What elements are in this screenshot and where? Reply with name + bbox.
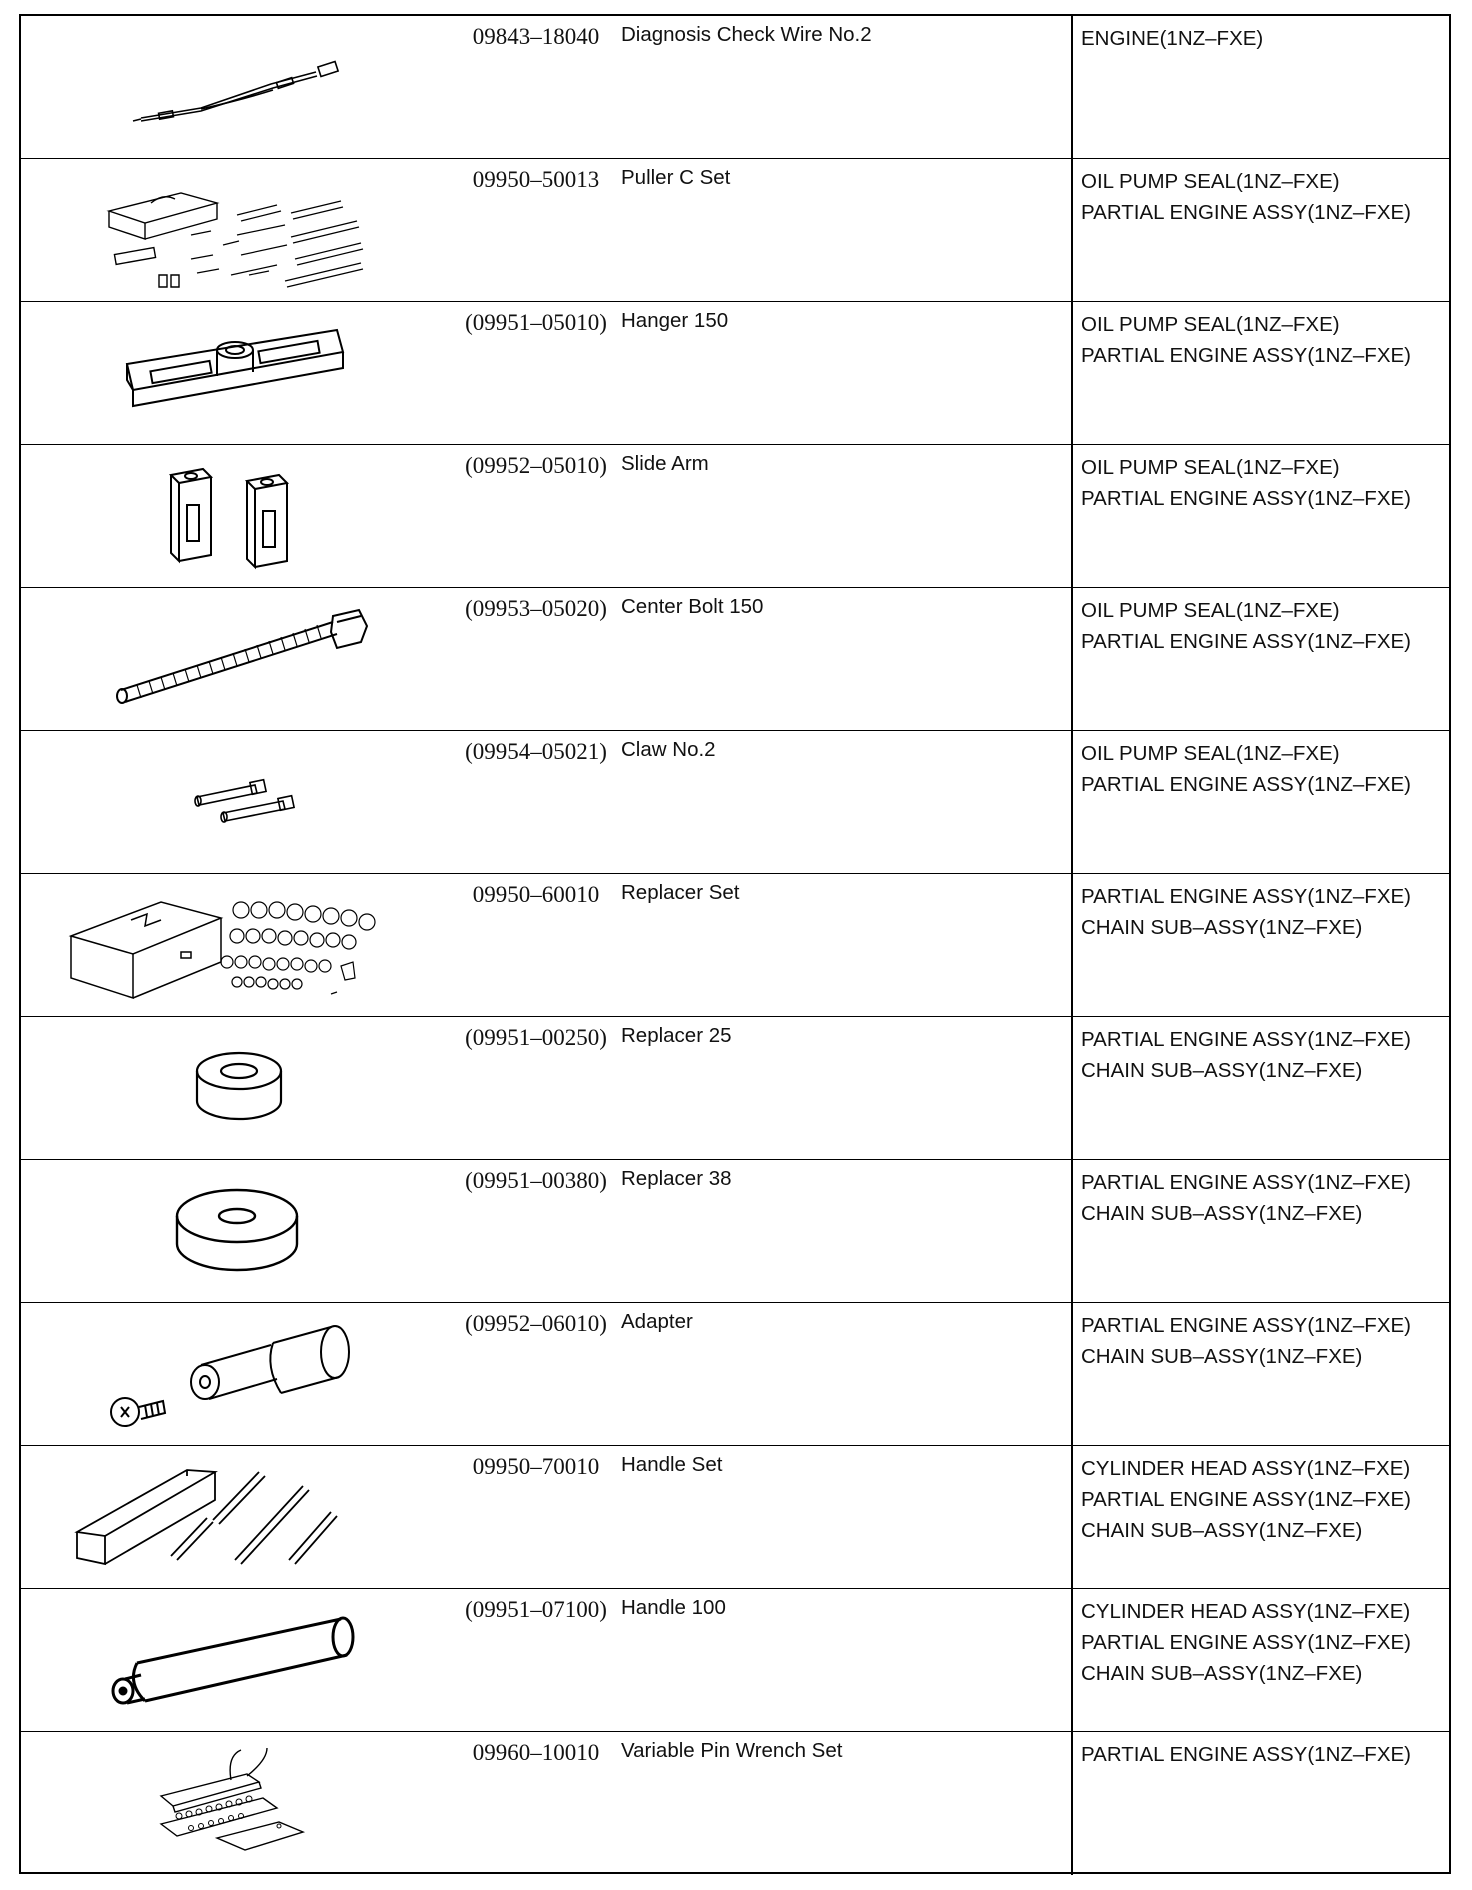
- applications: [1081, 595, 1449, 657]
- center-bolt-icon: [41, 592, 441, 726]
- application-item: OIL PUMP SEAL(1NZ–FXE): [1081, 742, 1340, 765]
- table-row: [21, 1732, 1449, 1875]
- table-row: [21, 588, 1449, 731]
- application-item: CHAIN SUB–ASSY(1NZ–FXE): [1081, 1345, 1363, 1368]
- column-divider: [1071, 1017, 1073, 1159]
- tool-name: Replacer 25: [621, 1024, 732, 1047]
- column-divider: [1071, 731, 1073, 873]
- replacer-ring-small-icon: [41, 1021, 441, 1155]
- application-item: PARTIAL ENGINE ASSY(1NZ–FXE): [1081, 1171, 1411, 1194]
- applications: [1081, 166, 1449, 228]
- applications: [1081, 1167, 1449, 1229]
- application-item: OIL PUMP SEAL(1NZ–FXE): [1081, 313, 1340, 336]
- application-item: PARTIAL ENGINE ASSY(1NZ–FXE): [1081, 487, 1411, 510]
- table-row: [21, 1589, 1449, 1732]
- part-number: (09951–05010): [465, 310, 607, 335]
- part-number: (09954–05021): [465, 739, 607, 764]
- part-number: 09950–70010: [472, 1454, 600, 1479]
- table-row: [21, 445, 1449, 588]
- part-number: 09843–18040: [472, 24, 600, 49]
- column-divider: [1071, 445, 1073, 587]
- applications: [1081, 1596, 1449, 1689]
- tool-name: Slide Arm: [621, 452, 709, 475]
- part-number: (09952–06010): [465, 1311, 607, 1336]
- special-tools-table: [19, 14, 1451, 1874]
- column-divider: [1071, 302, 1073, 444]
- part-number: 09960–10010: [472, 1740, 600, 1765]
- application-item: PARTIAL ENGINE ASSY(1NZ–FXE): [1081, 630, 1411, 653]
- application-item: PARTIAL ENGINE ASSY(1NZ–FXE): [1081, 344, 1411, 367]
- column-divider: [1071, 1446, 1073, 1588]
- application-item: PARTIAL ENGINE ASSY(1NZ–FXE): [1081, 201, 1411, 224]
- applications: [1081, 1310, 1449, 1372]
- application-item: PARTIAL ENGINE ASSY(1NZ–FXE): [1081, 1314, 1411, 1337]
- table-row: [21, 1446, 1449, 1589]
- column-divider: [1071, 16, 1073, 158]
- application-item: PARTIAL ENGINE ASSY(1NZ–FXE): [1081, 1488, 1411, 1511]
- tool-name: Handle 100: [621, 1596, 726, 1619]
- part-number: 09950–50013: [472, 167, 600, 192]
- application-item: PARTIAL ENGINE ASSY(1NZ–FXE): [1081, 1631, 1411, 1654]
- part-number: (09951–00380): [465, 1168, 607, 1193]
- applications: [1081, 1024, 1449, 1086]
- column-divider: [1071, 588, 1073, 730]
- application-item: CHAIN SUB–ASSY(1NZ–FXE): [1081, 1519, 1363, 1542]
- application-item: CYLINDER HEAD ASSY(1NZ–FXE): [1081, 1457, 1411, 1480]
- tool-name: Replacer 38: [621, 1167, 732, 1190]
- table-row: [21, 159, 1449, 302]
- table-row: [21, 16, 1449, 159]
- application-item: CHAIN SUB–ASSY(1NZ–FXE): [1081, 916, 1363, 939]
- tool-name: Diagnosis Check Wire No.2: [621, 23, 872, 46]
- applications: [1081, 309, 1449, 371]
- column-divider: [1071, 159, 1073, 301]
- tool-name: Replacer Set: [621, 881, 740, 904]
- applications: [1081, 1739, 1449, 1770]
- adapter-icon: [41, 1307, 441, 1441]
- tool-name: Center Bolt 150: [621, 595, 764, 618]
- part-number: (09952–05010): [465, 453, 607, 478]
- application-item: PARTIAL ENGINE ASSY(1NZ–FXE): [1081, 885, 1411, 908]
- column-divider: [1071, 1303, 1073, 1445]
- part-number: (09951–07100): [465, 1597, 607, 1622]
- slide-arm-icon: [41, 449, 441, 583]
- table-row: [21, 1017, 1449, 1160]
- replacer-set-icon: [41, 878, 441, 1012]
- pin-wrench-set-icon: [41, 1736, 441, 1870]
- table-row: [21, 302, 1449, 445]
- tool-name: Variable Pin Wrench Set: [621, 1739, 843, 1762]
- applications: [1081, 1453, 1449, 1546]
- tool-name: Puller C Set: [621, 166, 731, 189]
- application-item: PARTIAL ENGINE ASSY(1NZ–FXE): [1081, 1028, 1411, 1051]
- application-item: PARTIAL ENGINE ASSY(1NZ–FXE): [1081, 773, 1411, 796]
- check-wire-icon: [41, 20, 441, 154]
- tool-name: Adapter: [621, 1310, 693, 1333]
- handle-set-icon: [41, 1450, 441, 1584]
- application-item: CYLINDER HEAD ASSY(1NZ–FXE): [1081, 1600, 1411, 1623]
- tool-name: Claw No.2: [621, 738, 716, 761]
- application-item: ENGINE(1NZ–FXE): [1081, 27, 1264, 50]
- applications: [1081, 23, 1449, 54]
- tool-name: Handle Set: [621, 1453, 723, 1476]
- column-divider: [1071, 1160, 1073, 1302]
- replacer-ring-large-icon: [41, 1164, 441, 1298]
- table-row: [21, 1303, 1449, 1446]
- part-number: (09953–05020): [465, 596, 607, 621]
- handle-icon: [41, 1593, 441, 1727]
- column-divider: [1071, 1589, 1073, 1731]
- claw-icon: [41, 735, 441, 869]
- application-item: PARTIAL ENGINE ASSY(1NZ–FXE): [1081, 1743, 1411, 1766]
- applications: [1081, 881, 1449, 943]
- part-number: 09950–60010: [472, 882, 600, 907]
- applications: [1081, 452, 1449, 514]
- column-divider: [1071, 1732, 1073, 1875]
- application-item: OIL PUMP SEAL(1NZ–FXE): [1081, 170, 1340, 193]
- part-number: (09951–00250): [465, 1025, 607, 1050]
- table-row: [21, 731, 1449, 874]
- application-item: CHAIN SUB–ASSY(1NZ–FXE): [1081, 1662, 1363, 1685]
- puller-set-icon: [41, 163, 441, 297]
- tool-name: Hanger 150: [621, 309, 729, 332]
- table-row: [21, 874, 1449, 1017]
- application-item: OIL PUMP SEAL(1NZ–FXE): [1081, 599, 1340, 622]
- application-item: CHAIN SUB–ASSY(1NZ–FXE): [1081, 1202, 1363, 1225]
- table-row: [21, 1160, 1449, 1303]
- column-divider: [1071, 874, 1073, 1016]
- application-item: OIL PUMP SEAL(1NZ–FXE): [1081, 456, 1340, 479]
- applications: [1081, 738, 1449, 800]
- application-item: CHAIN SUB–ASSY(1NZ–FXE): [1081, 1059, 1363, 1082]
- hanger-icon: [41, 306, 441, 440]
